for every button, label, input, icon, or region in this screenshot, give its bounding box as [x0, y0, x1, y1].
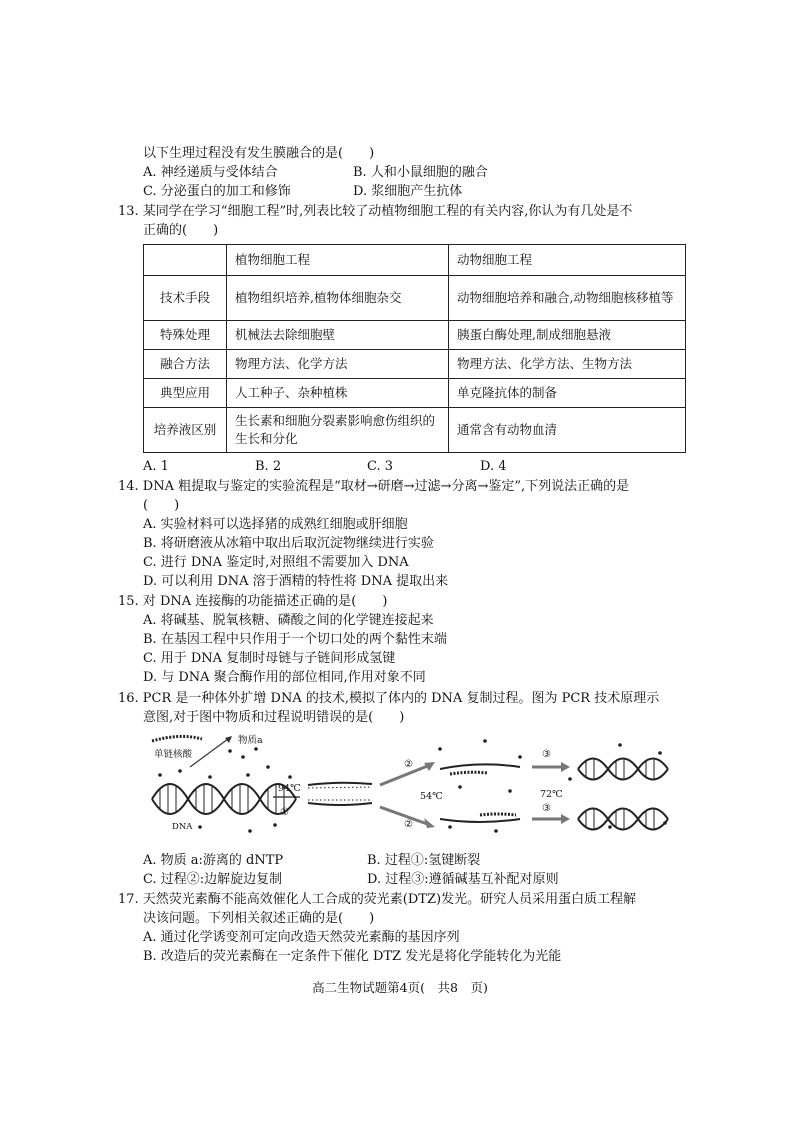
q14-option-c: C. 进行 DNA 鉴定时,对照组不需要加入 DNA — [143, 555, 409, 570]
table-cell: 物理方法、化学方法 — [227, 350, 449, 379]
pcr-diagram — [140, 727, 680, 835]
page-footer: 高二生物试题第4页( 共8 页) — [312, 980, 488, 995]
table-cell: 技术手段 — [144, 276, 227, 321]
table-cell: 物理方法、化学方法、生物方法 — [449, 350, 686, 379]
separated-strands — [308, 783, 372, 805]
temp-94-label: 94℃ — [278, 783, 301, 794]
table-cell: 培养液区别 — [144, 408, 227, 453]
q14-option-b: B. 将研磨液从冰箱中取出后取沉淀物继续进行实验 — [143, 536, 434, 551]
step2-label-bottom: ② — [404, 819, 413, 830]
q17-option-a: A. 通过化学诱变剂可定向改造天然荧光素酶的基因序列 — [143, 930, 460, 945]
table-cell: 机械法去除细胞壁 — [227, 321, 449, 350]
primer-strand — [152, 736, 202, 741]
substance-a-label: 物质a — [238, 735, 263, 746]
table-cell — [144, 245, 227, 276]
q14-stem-line2: ( ) — [143, 498, 180, 513]
temp-72-label: 72℃ — [540, 789, 563, 800]
table-cell: 动物细胞工程 — [449, 245, 686, 276]
dna-label: DNA — [172, 822, 193, 832]
table-row — [144, 350, 686, 379]
table-cell: 融合方法 — [144, 350, 227, 379]
q13-stem-line1: 13. 某同学在学习“细胞工程”时,列表比较了动植物细胞工程的有关内容,你认为有几处是不 — [118, 204, 633, 219]
step1-label: ① — [280, 807, 289, 818]
table-row — [144, 321, 686, 350]
table-cell: 特殊处理 — [144, 321, 227, 350]
table-cell: 动物细胞培养和融合,动物细胞核移植等 — [449, 276, 686, 321]
q14-option-a: A. 实验材料可以选择猪的成熟红细胞或肝细胞 — [143, 517, 408, 532]
q15-stem: 15. 对 DNA 连接酶的功能描述正确的是( ) — [118, 594, 388, 609]
q14-stem-line1: 14. DNA 粗提取与鉴定的实验流程是“取材→研磨→过滤→分离→鉴定”,下列说法正确的是 — [118, 479, 630, 494]
table-row — [144, 379, 686, 408]
table-cell: 植物细胞工程 — [227, 245, 449, 276]
q13-option-b: B. 2 — [255, 459, 282, 474]
arrow-line — [190, 739, 228, 767]
q13-option-a: A. 1 — [143, 459, 169, 474]
q17-option-b: B. 改造后的荧光素酶在一定条件下催化 DTZ 发光是将化学能转化为光能 — [143, 949, 562, 964]
table-cell: 生长素和细胞分裂素影响愈伤组织的生长和分化 — [227, 408, 449, 453]
arrow-head — [225, 736, 232, 743]
temp-54-label: 54℃ — [420, 791, 443, 802]
table-cell: 单克隆抗体的制备 — [449, 379, 686, 408]
q12-option-d: D. 浆细胞产生抗体 — [353, 184, 463, 199]
table-cell: 植物组织培养,植物体细胞杂交 — [227, 276, 449, 321]
q15-option-c: C. 用于 DNA 复制时母链与子链间形成氢键 — [143, 651, 396, 666]
extended-double-strand-bottom — [578, 809, 668, 830]
step3-arrowhead-bottom — [561, 814, 570, 824]
q14-option-d: D. 可以利用 DNA 溶于酒精的特性将 DNA 提取出来 — [143, 574, 449, 589]
q15-option-a: A. 将碱基、脱氧核糖、磷酸之间的化学键连接起来 — [143, 613, 434, 628]
table-row — [144, 408, 686, 453]
q12-stem: 以下生理过程没有发生膜融合的是( ) — [143, 146, 375, 161]
step3-arrowhead-top — [561, 762, 570, 772]
q16-stem-line2: 意图,对于图中物质和过程说明错误的是( ) — [143, 710, 405, 725]
q12-option-b: B. 人和小鼠细胞的融合 — [353, 165, 488, 180]
table-cell: 胰蛋白酶处理,制成细胞悬液 — [449, 321, 686, 350]
q15-option-b: B. 在基因工程中只作用于一个切口处的两个黏性末端 — [143, 632, 447, 647]
annealed-strands — [440, 764, 520, 822]
dna-double-helix — [152, 784, 296, 814]
step3-label-bottom: ③ — [542, 803, 551, 814]
table-row — [144, 276, 686, 321]
q13-stem-line2: 正确的( ) — [143, 223, 219, 238]
primer-label: 单链核酸 — [154, 749, 193, 760]
q17-stem-line1: 17. 天然荧光素酶不能高效催化人工合成的荧光素(DTZ)发光。研究人员采用蛋白质工程解 — [118, 892, 637, 907]
q15-option-d: D. 与 DNA 聚合酶作用的部位相同,作用对象不同 — [143, 670, 426, 685]
q17-stem-line2: 决该问题。下列相关叙述正确的是( ) — [143, 911, 375, 926]
cell-engineering-table — [143, 244, 686, 453]
step2-label-top: ② — [404, 759, 413, 770]
step2-arrowhead-down — [424, 818, 435, 828]
q16-option-b: B. 过程①:氢键断裂 — [367, 853, 481, 868]
q16-option-c: C. 过程②:边解旋边复制 — [143, 872, 283, 887]
q12-option-c: C. 分泌蛋白的加工和修饰 — [143, 184, 291, 199]
table-cell: 人工种子、杂种植株 — [227, 379, 449, 408]
extended-double-strand-top — [578, 759, 668, 780]
q16-option-a: A. 物质 a:游离的 dNTP — [143, 853, 284, 868]
q12-option-a: A. 神经递质与受体结合 — [143, 165, 278, 180]
step3-label-top: ③ — [542, 749, 551, 760]
table-cell: 典型应用 — [144, 379, 227, 408]
table-cell: 通常含有动物血清 — [449, 408, 686, 453]
q13-option-d: D. 4 — [480, 459, 507, 474]
q13-option-c: C. 3 — [367, 459, 394, 474]
table-header-row — [144, 245, 686, 276]
q16-option-d: D. 过程③:遵循碱基互补配对原则 — [367, 872, 559, 887]
q16-stem-line1: 16. PCR 是一种体外扩增 DNA 的技术,模拟了体内的 DNA 复制过程。图为 PCR 技术原理示 — [118, 691, 660, 706]
